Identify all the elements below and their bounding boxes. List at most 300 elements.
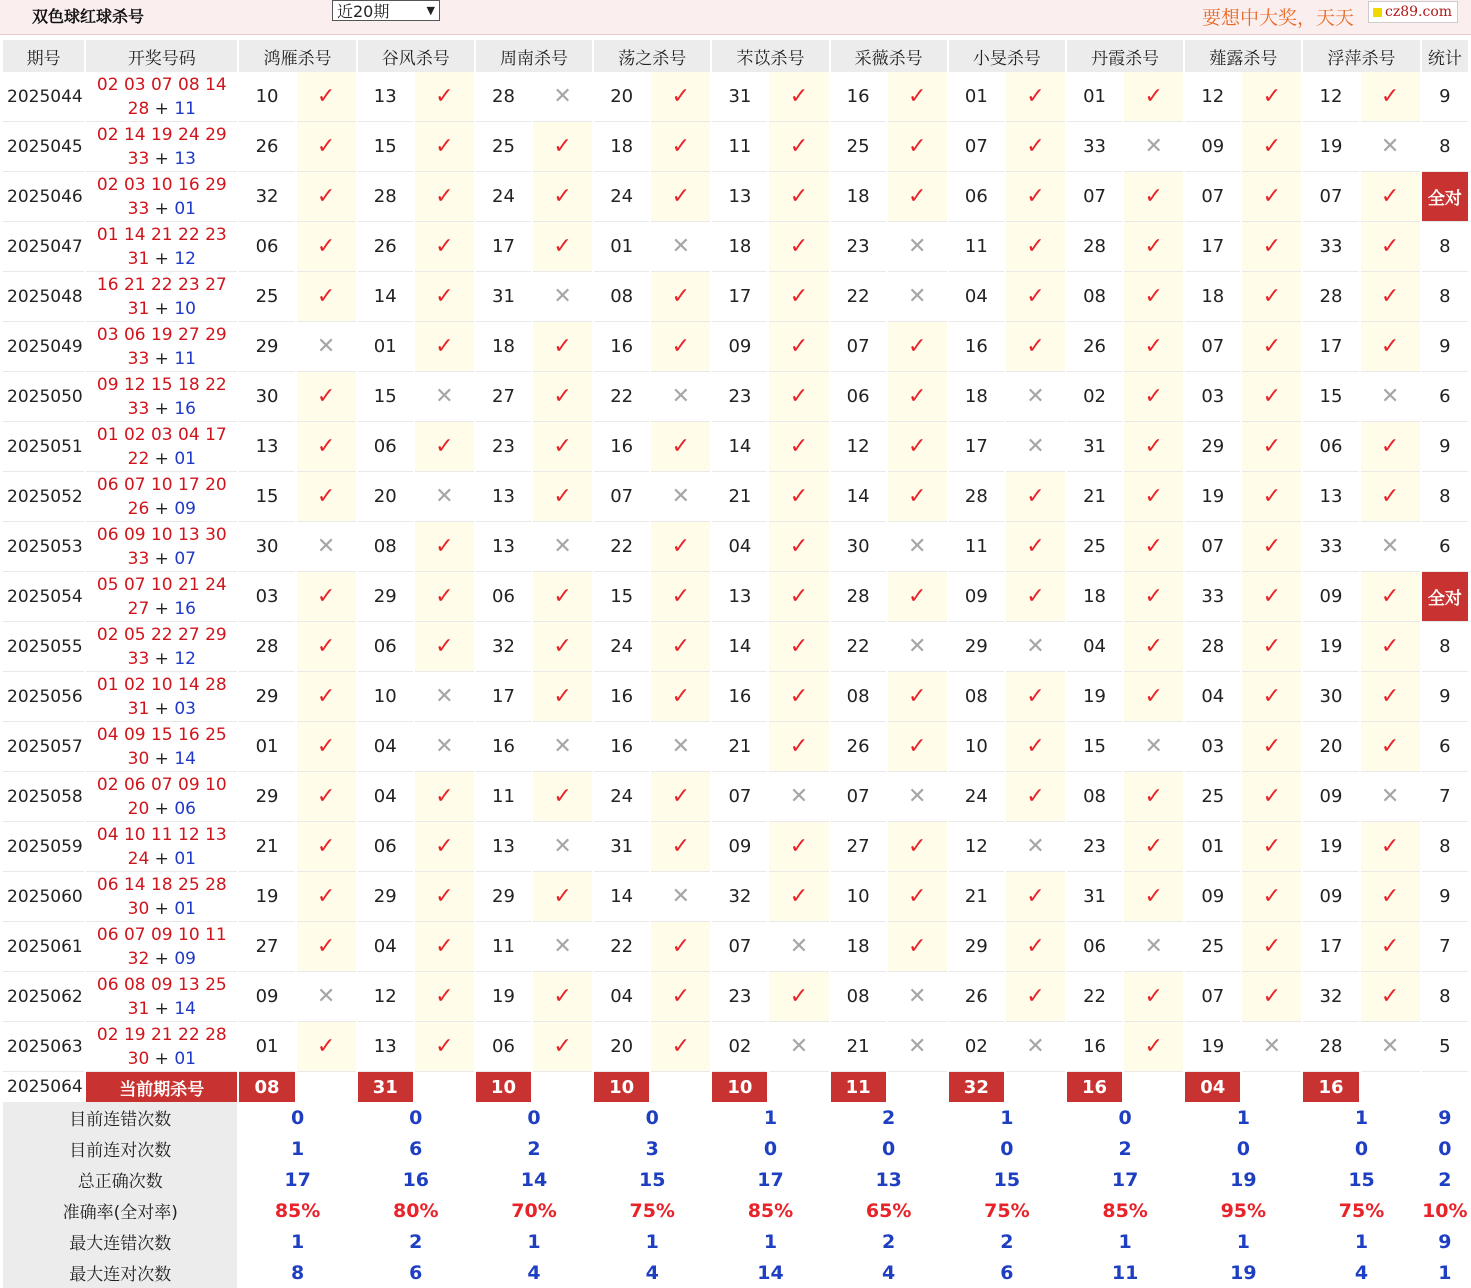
kill-number: 11 xyxy=(712,122,767,172)
table-row xyxy=(3,1022,1468,1072)
kill-number: 06 xyxy=(1067,922,1122,972)
check-icon: ✓ xyxy=(1006,172,1065,222)
check-icon: ✓ xyxy=(1242,272,1301,322)
hit-count: 8 xyxy=(1422,622,1468,672)
kill-number: 31 xyxy=(476,272,531,322)
kill-number: 12 xyxy=(831,422,886,472)
logo-text: cz89.com xyxy=(1385,4,1453,20)
kill-number: 09 xyxy=(239,972,294,1022)
blank-cell xyxy=(533,1072,592,1102)
hit-count: 8 xyxy=(1422,272,1468,322)
summary-value: 2 xyxy=(1438,1168,1452,1191)
check-icon: ✓ xyxy=(1124,872,1183,922)
red-balls-line2 xyxy=(86,297,237,321)
check-icon: ✓ xyxy=(888,72,947,122)
summary-value: 1 xyxy=(763,1106,778,1129)
cross-icon: ✕ xyxy=(1124,722,1183,772)
kill-number: 28 xyxy=(831,572,886,622)
period-number: 2025051 xyxy=(3,422,84,472)
cross-icon: ✕ xyxy=(888,622,947,672)
kill-number: 14 xyxy=(712,422,767,472)
summary-value: 1 xyxy=(290,1230,305,1253)
kill-number: 13 xyxy=(476,822,531,872)
red-balls-line2 xyxy=(86,697,237,721)
header-stat: 统计 xyxy=(1422,40,1468,72)
red-ball-last: 26 xyxy=(127,498,150,519)
check-icon: ✓ xyxy=(651,622,710,672)
check-icon: ✓ xyxy=(297,822,356,872)
blue-ball: 01 xyxy=(174,898,196,919)
kill-number: 06 xyxy=(476,1022,531,1072)
kill-number: 19 xyxy=(1067,672,1122,722)
check-icon: ✓ xyxy=(533,472,592,522)
kill-number: 28 xyxy=(239,622,294,672)
check-icon: ✓ xyxy=(888,372,947,422)
period-number: 2025058 xyxy=(3,772,84,822)
check-icon: ✓ xyxy=(1006,272,1065,322)
red-balls-line1: 06 08 09 13 25 xyxy=(96,974,227,995)
check-icon: ✓ xyxy=(415,322,474,372)
kill-number: 19 xyxy=(1303,622,1358,672)
draw-numbers xyxy=(86,72,237,122)
summary-value: 0 xyxy=(1118,1106,1132,1129)
check-icon: ✓ xyxy=(297,572,356,622)
draw-numbers xyxy=(86,422,237,472)
kill-number: 11 xyxy=(949,222,1004,272)
draw-numbers xyxy=(86,122,237,172)
kill-number: 14 xyxy=(831,472,886,522)
kill-number: 01 xyxy=(1185,822,1240,872)
kill-number: 20 xyxy=(1303,722,1358,772)
red-balls-line1: 04 10 11 12 13 xyxy=(96,824,227,845)
slogan-text: 要想中大奖，天天 xyxy=(1202,7,1355,29)
kill-number: 22 xyxy=(1067,972,1122,1022)
kill-number: 30 xyxy=(239,522,294,572)
period-number: 2025054 xyxy=(3,572,84,622)
summary-value: 3 xyxy=(645,1137,659,1160)
kill-number: 16 xyxy=(831,72,886,122)
kill-number: 12 xyxy=(358,972,413,1022)
summary-value: 15 xyxy=(1348,1168,1375,1191)
kill-number: 27 xyxy=(239,922,294,972)
red-balls-line2 xyxy=(86,897,237,921)
kill-number: 15 xyxy=(594,572,649,622)
kill-number: 18 xyxy=(1067,572,1122,622)
check-icon: ✓ xyxy=(1242,722,1301,772)
kill-number: 08 xyxy=(831,672,886,722)
blank-cell xyxy=(651,1072,710,1102)
plus-sign: + xyxy=(149,798,175,819)
check-icon: ✓ xyxy=(1361,222,1420,272)
red-balls-line2 xyxy=(86,147,237,171)
check-icon: ✓ xyxy=(888,722,947,772)
kill-number: 19 xyxy=(239,872,294,922)
kill-number: 25 xyxy=(831,122,886,172)
check-icon: ✓ xyxy=(533,172,592,222)
current-row xyxy=(3,1072,1468,1102)
period-number: 2025049 xyxy=(3,322,84,372)
kill-number: 20 xyxy=(594,1022,649,1072)
check-icon: ✓ xyxy=(1242,222,1301,272)
kill-number: 13 xyxy=(358,72,413,122)
kill-number: 06 xyxy=(1303,422,1358,472)
plus-sign: + xyxy=(149,1048,175,1069)
kill-number: 33 xyxy=(1185,572,1240,622)
kill-number: 26 xyxy=(1067,322,1122,372)
cross-icon: ✕ xyxy=(888,972,947,1022)
draw-numbers xyxy=(86,922,237,972)
red-balls-line1: 05 07 10 21 24 xyxy=(96,574,227,595)
cross-icon: ✕ xyxy=(415,672,474,722)
red-balls-line2 xyxy=(86,647,237,671)
kill-number: 18 xyxy=(476,322,531,372)
check-icon: ✓ xyxy=(297,222,356,272)
summary-value: 4 xyxy=(527,1261,541,1284)
check-icon: ✓ xyxy=(533,672,592,722)
check-icon: ✓ xyxy=(888,922,947,972)
summary-value: 19 xyxy=(1230,1168,1257,1191)
red-balls-line2 xyxy=(86,197,237,221)
summary-value: 0 xyxy=(882,1137,896,1160)
kill-number: 15 xyxy=(239,472,294,522)
check-icon: ✓ xyxy=(888,472,947,522)
check-icon: ✓ xyxy=(651,672,710,722)
table-row xyxy=(3,972,1468,1022)
check-icon: ✓ xyxy=(1361,72,1420,122)
check-icon: ✓ xyxy=(533,122,592,172)
blue-ball: 16 xyxy=(174,398,196,419)
check-icon: ✓ xyxy=(769,672,828,722)
blank-cell xyxy=(888,1072,947,1102)
kill-number: 21 xyxy=(712,472,767,522)
check-icon: ✓ xyxy=(888,322,947,372)
check-icon: ✓ xyxy=(888,422,947,472)
check-icon: ✓ xyxy=(297,922,356,972)
kill-number: 06 xyxy=(358,822,413,872)
check-icon: ✓ xyxy=(1242,72,1301,122)
red-balls-line1: 06 09 10 13 30 xyxy=(96,524,227,545)
plus-sign: + xyxy=(149,298,175,319)
summary-label: 准确率(全对率) xyxy=(3,1195,237,1226)
header-killer: 周南杀号 xyxy=(476,40,592,72)
kill-number: 16 xyxy=(594,422,649,472)
kill-number: 01 xyxy=(239,1022,294,1072)
check-icon: ✓ xyxy=(415,972,474,1022)
blank-cell xyxy=(297,1072,356,1102)
check-icon: ✓ xyxy=(297,272,356,322)
summary-row xyxy=(3,1257,1468,1288)
check-icon: ✓ xyxy=(297,472,356,522)
red-balls-line1: 02 19 21 22 28 xyxy=(96,1024,227,1045)
header-killer: 丹霞杀号 xyxy=(1067,40,1183,72)
red-balls-line1: 01 02 03 04 17 xyxy=(96,424,227,445)
cross-icon: ✕ xyxy=(1361,522,1420,572)
hit-count: 8 xyxy=(1422,122,1468,172)
current-period xyxy=(3,1072,1468,1102)
red-balls-line2 xyxy=(86,497,237,521)
current-label: 当前期杀号 xyxy=(86,1072,237,1102)
check-icon: ✓ xyxy=(297,872,356,922)
summary-value: 0 xyxy=(409,1106,423,1129)
check-icon: ✓ xyxy=(1361,822,1420,872)
check-icon: ✓ xyxy=(297,172,356,222)
kill-number: 04 xyxy=(1067,622,1122,672)
red-ball-last: 33 xyxy=(127,648,150,669)
check-icon: ✓ xyxy=(1006,522,1065,572)
kill-number: 33 xyxy=(1067,122,1122,172)
summary-value: 85% xyxy=(747,1199,794,1222)
kill-number: 07 xyxy=(1185,322,1240,372)
kill-number: 22 xyxy=(831,272,886,322)
kill-number: 16 xyxy=(712,672,767,722)
check-icon: ✓ xyxy=(415,922,474,972)
current-kill-number: 16 xyxy=(1067,1072,1122,1102)
period-select[interactable] xyxy=(332,0,440,21)
kill-number: 33 xyxy=(1303,222,1358,272)
blank-cell xyxy=(1006,1072,1065,1102)
hit-count: 9 xyxy=(1422,322,1468,372)
table-row xyxy=(3,872,1468,922)
check-icon: ✓ xyxy=(297,72,356,122)
kill-number: 30 xyxy=(1303,672,1358,722)
kill-number: 07 xyxy=(1067,172,1122,222)
table-row xyxy=(3,822,1468,872)
summary-value: 2 xyxy=(1118,1137,1132,1160)
kill-number: 18 xyxy=(831,922,886,972)
check-icon: ✓ xyxy=(533,622,592,672)
summary-value: 75% xyxy=(629,1199,675,1222)
kill-number: 17 xyxy=(1303,322,1358,372)
kill-number: 18 xyxy=(831,172,886,222)
check-icon: ✓ xyxy=(1006,472,1065,522)
check-icon: ✓ xyxy=(415,422,474,472)
summary-label: 最大连错次数 xyxy=(3,1226,237,1257)
check-icon: ✓ xyxy=(1242,822,1301,872)
kill-number: 31 xyxy=(1067,872,1122,922)
table-row xyxy=(3,322,1468,372)
blue-ball: 12 xyxy=(174,648,196,669)
kill-number: 21 xyxy=(239,822,294,872)
kill-number: 09 xyxy=(1303,772,1358,822)
blue-ball: 10 xyxy=(174,298,196,319)
period-number: 2025046 xyxy=(3,172,84,222)
draw-numbers xyxy=(86,472,237,522)
kill-number: 16 xyxy=(594,322,649,372)
kill-number: 01 xyxy=(949,72,1004,122)
check-icon: ✓ xyxy=(1124,522,1183,572)
kill-number: 24 xyxy=(476,172,531,222)
kill-number: 04 xyxy=(358,772,413,822)
summary-value: 2 xyxy=(1000,1230,1014,1253)
check-icon: ✓ xyxy=(1242,172,1301,222)
cross-icon: ✕ xyxy=(1361,122,1420,172)
kill-number: 27 xyxy=(476,372,531,422)
check-icon: ✓ xyxy=(769,372,828,422)
kill-number: 29 xyxy=(949,622,1004,672)
cross-icon: ✕ xyxy=(533,72,592,122)
check-icon: ✓ xyxy=(1124,222,1183,272)
summary-value: 1 xyxy=(763,1230,778,1253)
table-row xyxy=(3,222,1468,272)
check-icon: ✓ xyxy=(1242,372,1301,422)
kill-number: 32 xyxy=(712,872,767,922)
blue-ball: 12 xyxy=(174,248,196,269)
blank-cell xyxy=(1361,1072,1420,1102)
summary-label: 目前连对次数 xyxy=(3,1133,237,1164)
check-icon: ✓ xyxy=(533,222,592,272)
blue-ball: 01 xyxy=(174,448,196,469)
red-ball-last: 32 xyxy=(127,948,150,969)
check-icon: ✓ xyxy=(769,172,828,222)
cross-icon: ✕ xyxy=(415,372,474,422)
kill-number: 07 xyxy=(1185,522,1240,572)
blue-ball: 11 xyxy=(174,98,196,119)
cross-icon: ✕ xyxy=(888,772,947,822)
draw-numbers xyxy=(86,622,237,672)
blue-ball: 01 xyxy=(174,198,196,219)
kill-number: 25 xyxy=(239,272,294,322)
plus-sign: + xyxy=(149,498,175,519)
summary-value: 0 xyxy=(1000,1137,1014,1160)
kill-number: 28 xyxy=(1067,222,1122,272)
summary-value: 2 xyxy=(527,1137,541,1160)
check-icon: ✓ xyxy=(1361,422,1420,472)
kill-number: 06 xyxy=(358,622,413,672)
table-header-row xyxy=(3,40,1468,72)
red-ball-last: 28 xyxy=(127,98,150,119)
page-title: 双色球红球杀号 xyxy=(32,7,145,26)
red-ball-last: 27 xyxy=(127,598,150,619)
kill-number: 03 xyxy=(239,572,294,622)
summary-value: 9 xyxy=(1438,1230,1452,1253)
current-kill-number: 31 xyxy=(358,1072,413,1102)
kill-number: 13 xyxy=(712,172,767,222)
table-row xyxy=(3,922,1468,972)
cross-icon: ✕ xyxy=(1361,1022,1420,1072)
cross-icon: ✕ xyxy=(651,372,710,422)
check-icon: ✓ xyxy=(1242,522,1301,572)
kill-number: 17 xyxy=(476,672,531,722)
kill-number: 19 xyxy=(476,972,531,1022)
blue-ball: 09 xyxy=(174,948,196,969)
check-icon: ✓ xyxy=(888,122,947,172)
kill-number: 09 xyxy=(949,572,1004,622)
check-icon: ✓ xyxy=(769,622,828,672)
table-row xyxy=(3,172,1468,222)
red-balls-line1: 02 14 19 24 29 xyxy=(96,124,227,145)
check-icon: ✓ xyxy=(769,822,828,872)
kill-number: 29 xyxy=(358,872,413,922)
kill-number: 04 xyxy=(594,972,649,1022)
red-balls-line2 xyxy=(86,997,237,1021)
period-number: 2025047 xyxy=(3,222,84,272)
logo-mark-icon xyxy=(1373,8,1382,17)
kill-number: 16 xyxy=(949,322,1004,372)
kill-number: 01 xyxy=(594,222,649,272)
check-icon: ✓ xyxy=(888,572,947,622)
kill-number: 07 xyxy=(1185,972,1240,1022)
kill-number: 23 xyxy=(712,372,767,422)
blue-ball: 03 xyxy=(174,698,196,719)
check-icon: ✓ xyxy=(769,122,828,172)
kill-number: 25 xyxy=(1185,922,1240,972)
check-icon: ✓ xyxy=(415,72,474,122)
kill-number: 07 xyxy=(949,122,1004,172)
table-row xyxy=(3,272,1468,322)
cross-icon: ✕ xyxy=(1124,922,1183,972)
check-icon: ✓ xyxy=(888,672,947,722)
check-icon: ✓ xyxy=(1006,322,1065,372)
current-kill-number: 32 xyxy=(949,1072,1004,1102)
red-ball-last: 30 xyxy=(127,898,150,919)
table-row xyxy=(3,722,1468,772)
check-icon: ✓ xyxy=(1124,822,1183,872)
red-balls-line2 xyxy=(86,97,237,121)
period-number: 2025062 xyxy=(3,972,84,1022)
hit-count: 全对 xyxy=(1422,172,1468,222)
kill-number: 07 xyxy=(712,772,767,822)
plus-sign: + xyxy=(149,948,175,969)
red-balls-line1: 02 06 07 09 10 xyxy=(96,774,227,795)
red-ball-last: 33 xyxy=(127,548,150,569)
red-ball-last: 31 xyxy=(127,298,150,319)
check-icon: ✓ xyxy=(1006,72,1065,122)
kill-number: 07 xyxy=(831,322,886,372)
check-icon: ✓ xyxy=(1124,322,1183,372)
cross-icon: ✕ xyxy=(1006,822,1065,872)
kill-number: 23 xyxy=(476,422,531,472)
red-balls-line2 xyxy=(86,1047,237,1071)
kill-number: 08 xyxy=(949,672,1004,722)
summary-value: 2 xyxy=(882,1106,896,1129)
check-icon: ✓ xyxy=(651,822,710,872)
cross-icon: ✕ xyxy=(533,922,592,972)
plus-sign: + xyxy=(149,748,175,769)
period-select-value: 近20期 xyxy=(337,2,390,21)
kill-number: 30 xyxy=(831,522,886,572)
check-icon: ✓ xyxy=(415,272,474,322)
summary-value: 85% xyxy=(1102,1199,1148,1222)
check-icon: ✓ xyxy=(1361,672,1420,722)
kill-number: 08 xyxy=(831,972,886,1022)
summary-value: 1 xyxy=(1438,1261,1452,1284)
plus-sign: + xyxy=(149,348,175,369)
kill-number: 19 xyxy=(1303,122,1358,172)
period-number: 2025061 xyxy=(3,922,84,972)
table-row xyxy=(3,622,1468,672)
plus-sign: + xyxy=(149,548,175,569)
check-icon: ✓ xyxy=(1361,572,1420,622)
cross-icon: ✕ xyxy=(415,722,474,772)
check-icon: ✓ xyxy=(1242,622,1301,672)
header-killer: 浮萍杀号 xyxy=(1303,40,1419,72)
check-icon: ✓ xyxy=(769,472,828,522)
kill-number: 24 xyxy=(594,622,649,672)
summary-value: 1 xyxy=(1000,1106,1014,1129)
summary-value: 1 xyxy=(1236,1230,1250,1253)
kill-number: 10 xyxy=(358,672,413,722)
kill-number: 22 xyxy=(594,922,649,972)
plus-sign: + xyxy=(149,448,175,469)
table-row xyxy=(3,522,1468,572)
site-logo[interactable] xyxy=(1368,1,1458,23)
red-balls-line2 xyxy=(86,947,237,971)
blank-cell xyxy=(1124,1072,1183,1102)
check-icon: ✓ xyxy=(297,772,356,822)
summary-value: 1 xyxy=(1236,1106,1250,1129)
red-balls-line1: 09 12 15 18 22 xyxy=(96,374,227,395)
plus-sign: + xyxy=(149,848,175,869)
